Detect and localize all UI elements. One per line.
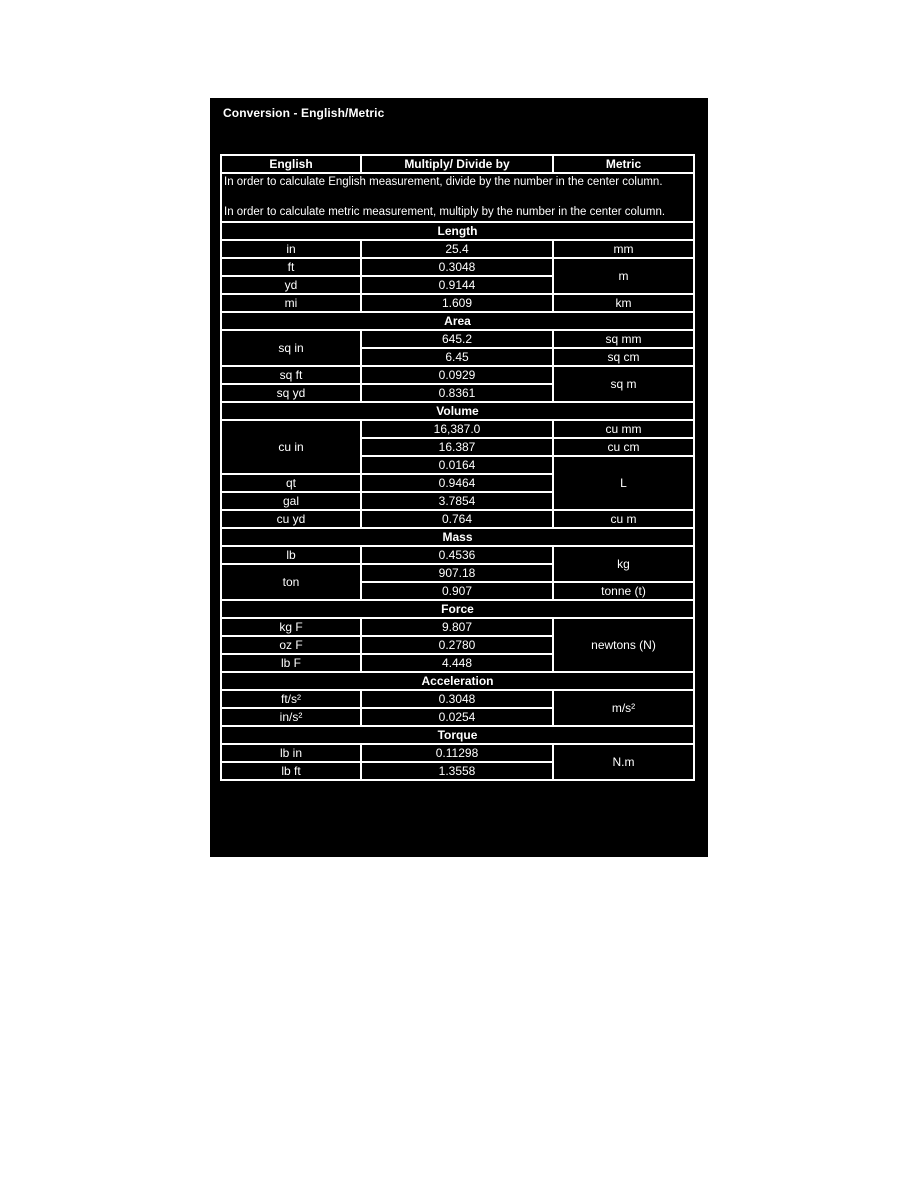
section-row	[221, 402, 694, 420]
english-unit: lb ft	[221, 762, 361, 780]
header-factor: Multiply/ Divide by	[361, 155, 553, 173]
metric-unit: km	[553, 294, 694, 312]
factor: 1.609	[361, 294, 553, 312]
conversion-table	[220, 154, 695, 781]
factor: 16.387	[361, 438, 553, 456]
factor: 0.0164	[361, 456, 553, 474]
factor: 0.4536	[361, 546, 553, 564]
metric-unit: m/s²	[553, 690, 694, 726]
table-row	[221, 330, 694, 348]
header-metric: Metric	[553, 155, 694, 173]
english-unit: lb F	[221, 654, 361, 672]
header-english: English	[221, 155, 361, 173]
table-row	[221, 258, 694, 276]
english-unit: cu in	[221, 420, 361, 474]
factor: 0.0929	[361, 366, 553, 384]
english-unit: sq ft	[221, 366, 361, 384]
section-acceleration: Acceleration	[221, 672, 694, 690]
factor: 0.8361	[361, 384, 553, 402]
table-header-row	[221, 155, 694, 173]
section-row	[221, 222, 694, 240]
factor: 0.764	[361, 510, 553, 528]
table-row	[221, 510, 694, 528]
metric-unit: cu mm	[553, 420, 694, 438]
english-unit: lb	[221, 546, 361, 564]
english-unit: yd	[221, 276, 361, 294]
factor: 4.448	[361, 654, 553, 672]
section-length: Length	[221, 222, 694, 240]
section-row	[221, 600, 694, 618]
section-row	[221, 672, 694, 690]
table-row	[221, 546, 694, 564]
metric-unit: mm	[553, 240, 694, 258]
metric-unit: N.m	[553, 744, 694, 780]
factor: 9.807	[361, 618, 553, 636]
table-row	[221, 420, 694, 438]
metric-unit: sq m	[553, 366, 694, 402]
metric-unit: cu m	[553, 510, 694, 528]
section-mass: Mass	[221, 528, 694, 546]
instruction-english: In order to calculate English measurement, divide by the number in the center column.	[224, 176, 663, 188]
metric-unit: sq cm	[553, 348, 694, 366]
english-unit: gal	[221, 492, 361, 510]
factor: 0.907	[361, 582, 553, 600]
metric-unit: L	[553, 456, 694, 510]
table-row	[221, 294, 694, 312]
instructions-cell	[221, 173, 694, 222]
metric-unit: m	[553, 258, 694, 294]
factor: 3.7854	[361, 492, 553, 510]
factor: 0.3048	[361, 690, 553, 708]
metric-unit: cu cm	[553, 438, 694, 456]
english-unit: qt	[221, 474, 361, 492]
english-unit: ft/s²	[221, 690, 361, 708]
section-row	[221, 528, 694, 546]
conversion-panel	[210, 98, 708, 857]
factor: 6.45	[361, 348, 553, 366]
english-unit: lb in	[221, 744, 361, 762]
metric-unit: tonne (t)	[553, 582, 694, 600]
instructions-row	[221, 173, 694, 222]
factor: 25.4	[361, 240, 553, 258]
section-row	[221, 726, 694, 744]
factor: 0.9464	[361, 474, 553, 492]
table-row	[221, 240, 694, 258]
factor: 0.9144	[361, 276, 553, 294]
section-force: Force	[221, 600, 694, 618]
instruction-metric: In order to calculate metric measurement, multiply by the number in the center column.	[224, 206, 666, 218]
table-row	[221, 690, 694, 708]
factor: 1.3558	[361, 762, 553, 780]
english-unit: in/s²	[221, 708, 361, 726]
english-unit: cu yd	[221, 510, 361, 528]
metric-unit: kg	[553, 546, 694, 582]
section-torque: Torque	[221, 726, 694, 744]
english-unit: in	[221, 240, 361, 258]
english-unit: mi	[221, 294, 361, 312]
factor: 16,387.0	[361, 420, 553, 438]
table-row	[221, 618, 694, 636]
english-unit: ton	[221, 564, 361, 600]
english-unit: kg F	[221, 618, 361, 636]
panel-title: Conversion - English/Metric	[223, 106, 385, 120]
table-row	[221, 366, 694, 384]
factor: 0.2780	[361, 636, 553, 654]
section-row	[221, 312, 694, 330]
metric-unit: sq mm	[553, 330, 694, 348]
factor: 645.2	[361, 330, 553, 348]
english-unit: oz F	[221, 636, 361, 654]
table-row	[221, 744, 694, 762]
factor: 0.11298	[361, 744, 553, 762]
section-area: Area	[221, 312, 694, 330]
factor: 0.3048	[361, 258, 553, 276]
english-unit: sq yd	[221, 384, 361, 402]
section-volume: Volume	[221, 402, 694, 420]
factor: 907.18	[361, 564, 553, 582]
english-unit: ft	[221, 258, 361, 276]
factor: 0.0254	[361, 708, 553, 726]
metric-unit: newtons (N)	[553, 618, 694, 672]
english-unit: sq in	[221, 330, 361, 366]
